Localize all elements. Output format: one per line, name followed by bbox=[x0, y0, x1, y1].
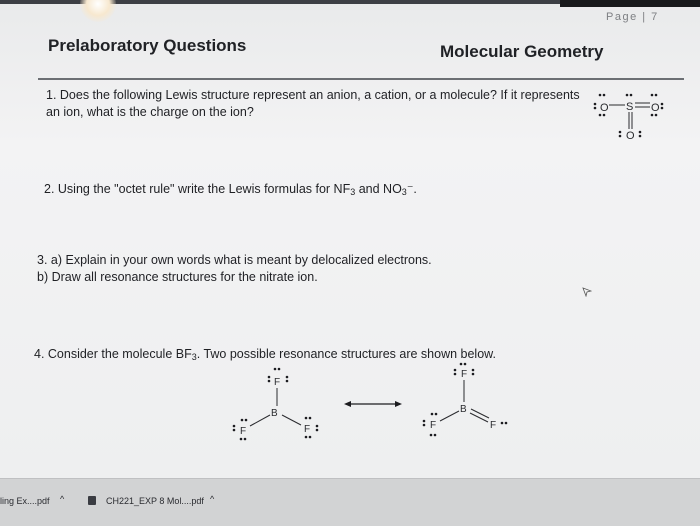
question-4: 4. Consider the molecule $BF_3$. Two possible resonance structures are shown below. bbox=[34, 347, 496, 362]
question-3b: b) Draw all resonance structures for the nitrate ion. bbox=[37, 270, 318, 284]
atom-label: S bbox=[626, 101, 634, 113]
atom-label: F bbox=[461, 369, 468, 380]
page-number: Page | 7 bbox=[606, 11, 659, 23]
question-2: 2. Using the "octet rule" write the Lewis formulas for $NF_3$ and $NO_3^-$. bbox=[44, 182, 417, 197]
resonance-arrow bbox=[344, 398, 402, 410]
header-rule bbox=[38, 78, 684, 80]
topic-heading: Molecular Geometry bbox=[440, 42, 604, 61]
pdf-file-icon bbox=[88, 496, 96, 505]
section-heading: Prelaboratory Questions bbox=[48, 36, 247, 55]
question-3 bbox=[37, 252, 432, 286]
atom-label: F bbox=[240, 426, 247, 437]
bf3-resonance-structure-1 bbox=[228, 362, 328, 452]
atom-label: O bbox=[626, 130, 635, 142]
screen-top-edge-dark bbox=[560, 0, 700, 7]
question-3a: 3. a) Explain in your own words what is meant by delocalized electrons. bbox=[37, 253, 432, 267]
chevron-up-icon[interactable]: ^ bbox=[60, 494, 65, 504]
download-item-2[interactable]: CH221_EXP 8 Mol....pdf bbox=[106, 496, 204, 506]
download-bar bbox=[0, 478, 700, 526]
mouse-cursor-icon bbox=[582, 287, 592, 297]
atom-label: F bbox=[490, 420, 497, 431]
bf3-resonance-structure-2 bbox=[418, 360, 518, 450]
atom-label: F bbox=[430, 420, 437, 431]
atom-label: F bbox=[274, 377, 281, 388]
download-item-1[interactable]: ling Ex....pdf bbox=[0, 496, 50, 506]
chevron-up-icon[interactable]: ^ bbox=[210, 494, 215, 504]
atom-label: B bbox=[271, 408, 278, 419]
question-1: 1. Does the following Lewis structure represent an anion, a cation, or a molecule? If it represents an ion, what is the charge on the ion? bbox=[46, 88, 580, 119]
atom-label: F bbox=[304, 424, 311, 435]
so3-lewis-structure bbox=[592, 88, 672, 148]
atom-label: O bbox=[651, 102, 660, 114]
atom-label: B bbox=[460, 404, 467, 415]
atom-label: O bbox=[600, 102, 609, 114]
light-glare bbox=[80, 0, 116, 22]
